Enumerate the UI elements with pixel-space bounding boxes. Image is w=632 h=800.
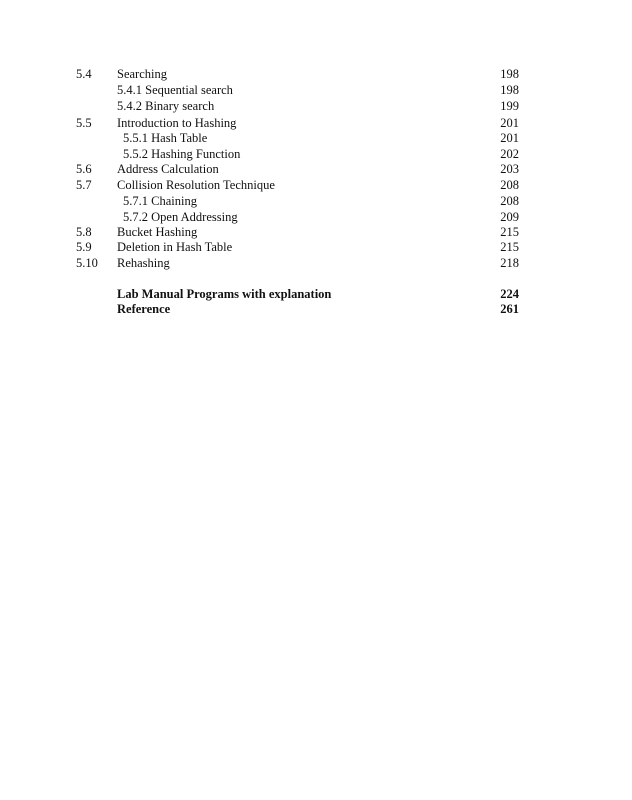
section-title: Rehashing — [117, 256, 170, 270]
page-number: 201 — [500, 116, 519, 130]
page-number: 261 — [500, 302, 519, 316]
section-title: 5.4.2 Binary search — [117, 99, 215, 113]
toc-entry — [0, 255, 632, 271]
section-number: 5.9 — [76, 240, 92, 254]
page-number: 209 — [500, 210, 519, 224]
section-title: Address Calculation — [117, 162, 219, 176]
lab-manual-title: Lab Manual Programs with explanation — [117, 287, 332, 301]
toc-entry — [0, 98, 632, 114]
page-number: 203 — [500, 162, 519, 176]
section-title: Collision Resolution Technique — [117, 178, 275, 192]
reference-title: Reference — [117, 302, 171, 316]
page-number: 218 — [500, 256, 519, 270]
section-number: 5.8 — [76, 225, 92, 239]
toc-entry — [0, 115, 632, 131]
toc-extra-entry — [0, 301, 632, 317]
page-number: 224 — [500, 287, 519, 301]
toc-entry — [0, 193, 632, 209]
toc-entry — [0, 82, 632, 98]
page-number: 215 — [500, 225, 519, 239]
toc-entry — [0, 66, 632, 82]
section-title: 5.4.1 Sequential search — [117, 83, 233, 97]
page-number: 202 — [500, 147, 519, 161]
toc-entry — [0, 224, 632, 240]
page-number: 198 — [500, 83, 519, 97]
section-number: 5.7 — [76, 178, 92, 192]
toc-entry — [0, 130, 632, 146]
page-number: 201 — [500, 131, 519, 145]
section-title: Introduction to Hashing — [117, 116, 237, 130]
page-number: 215 — [500, 240, 519, 254]
section-number: 5.5 — [76, 116, 92, 130]
section-title: Searching — [117, 67, 167, 81]
toc-extra-entry — [0, 286, 632, 302]
section-title: Bucket Hashing — [117, 225, 198, 239]
section-title: 5.5.2 Hashing Function — [123, 147, 241, 161]
section-number: 5.6 — [76, 162, 92, 176]
page-number: 198 — [500, 67, 519, 81]
page-number: 199 — [500, 99, 519, 113]
section-title: 5.7.2 Open Addressing — [123, 210, 238, 224]
page-number: 208 — [500, 178, 519, 192]
toc-entry — [0, 161, 632, 177]
section-number: 5.10 — [76, 256, 98, 270]
section-number: 5.4 — [76, 67, 92, 81]
toc-entry — [0, 146, 632, 162]
section-title: Deletion in Hash Table — [117, 240, 233, 254]
section-title: 5.7.1 Chaining — [123, 194, 197, 208]
toc-entry — [0, 177, 632, 193]
page-number: 208 — [500, 194, 519, 208]
section-title: 5.5.1 Hash Table — [123, 131, 208, 145]
toc-entry — [0, 239, 632, 255]
toc-entry — [0, 209, 632, 225]
